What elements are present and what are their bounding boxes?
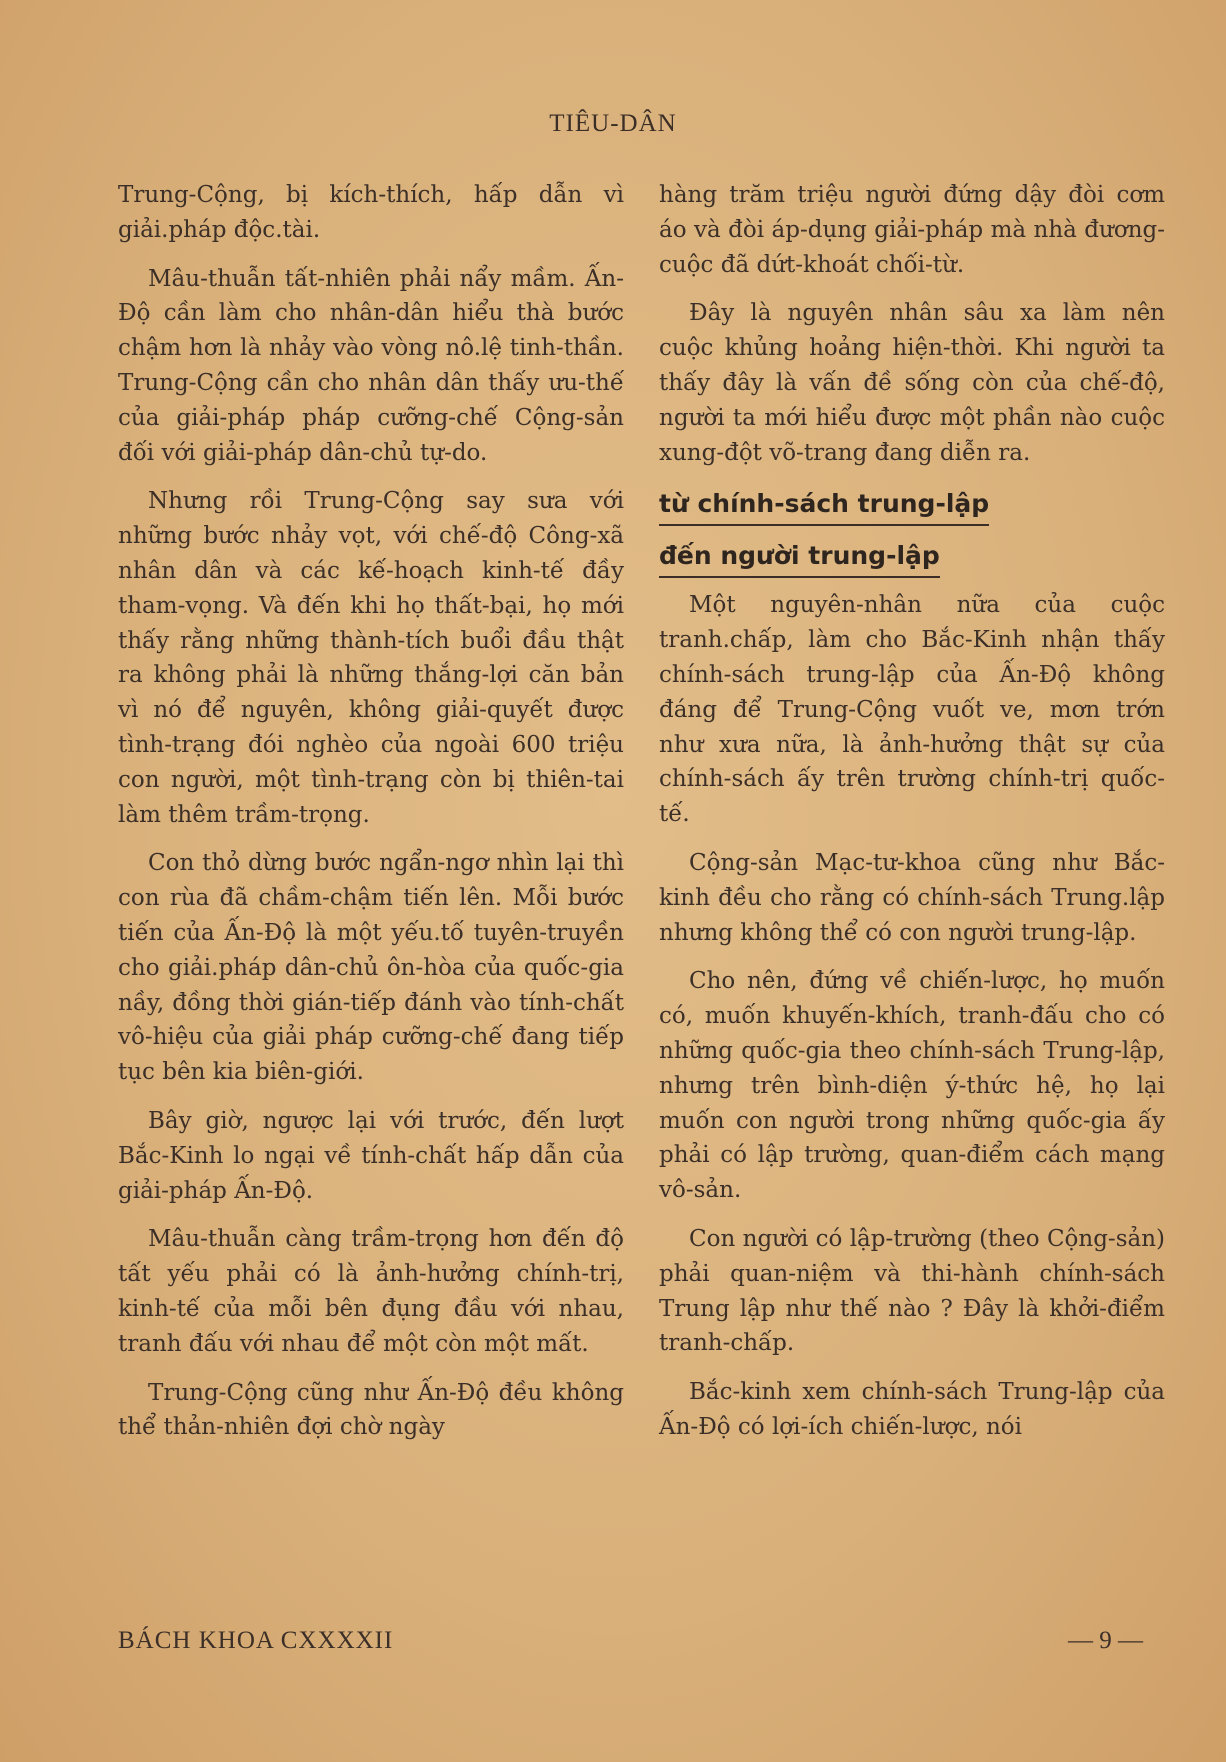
section-heading-line-2: đến người trung-lập (659, 536, 940, 578)
paragraph: Một nguyên-nhân nữa của cuộc tranh.chấp, làm cho Bắc-Kinh nhận thấy chính-sách trung-lập của Ấn-Độ không đáng để Trung-Cộng vuốt ve, mơn trớn như xưa nữa, là ảnh-hưởng thật sự của chính-sách ấy trên trường chính-trị quốc-tế. (659, 592, 1165, 828)
page-number: — 9 — (1068, 1627, 1143, 1654)
paragraph: Con thỏ dừng bước ngẩn-ngơ nhìn lại thì con rùa đã chầm-chậm tiến lên. Mỗi bước tiến của Ấn-Độ là một yếu.tố tuyên-truyền cho giải.pháp dân-chủ ôn-hòa của quốc-gia nầy, đồng thời gián-tiếp đánh vào tính-chất vô-hiệu của giải pháp cưỡng-chế đang tiếp tục bên kia biên-giới. (118, 850, 624, 1086)
section-heading (659, 484, 1165, 578)
paragraph: Trung-Cộng, bị kích-thích, hấp dẫn vì giải.pháp độc.tài. (118, 182, 624, 243)
paragraph: Nhưng rồi Trung-Cộng say sưa với những bước nhảy vọt, với chế-độ Công-xã nhân dân và các kế-hoạch kinh-tế đầy tham-vọng. Và đến khi họ thất-bại, họ mới thấy rằng những thành-tích buổi đầu thật ra không phải là những thắng-lợi căn bản vì nó để nguyên, không giải-quyết được tình-trạng đói nghèo của ngoài 600 triệu con người, một tình-trạng còn bị thiên-tai làm thêm trầm-trọng. (118, 488, 624, 828)
paragraph: Bắc-kinh xem chính-sách Trung-lập của Ấn-Độ có lợi-ích chiến-lược, nói (659, 1379, 1165, 1440)
section-heading-line-1: từ chính-sách trung-lập (659, 484, 989, 526)
paragraph: Cho nên, đứng về chiến-lược, họ muốn có, muốn khuyến-khích, tranh-đấu cho có những quốc-gia theo chính-sách Trung-lập, nhưng trên bình-diện ý-thức hệ, họ lại muốn con người trong những quốc-gia ấy phải có lập trường, quan-điểm cách mạng vô-sản. (659, 968, 1165, 1204)
paragraph: Trung-Cộng cũng như Ấn-Độ đều không thể thản-nhiên đợi chờ ngày (118, 1379, 624, 1441)
paragraph: Con người có lập-trường (theo Cộng-sản) phải quan-niệm và thi-hành chính-sách Trung lập như thế nào ? Đây là khởi-điểm tranh-chấp. (659, 1225, 1165, 1357)
paragraph: Đây là nguyên nhân sâu xa làm nên cuộc khủng hoảng hiện-thời. Khi người ta thấy đây là vấn đề sống còn của chế-độ, người ta mới hiểu được một phần nào cuộc xung-đột võ-trang đang diễn ra. (659, 300, 1165, 466)
paragraph: Mâu-thuẫn càng trầm-trọng hơn đến độ tất yếu phải có là ảnh-hưởng chính-trị, kinh-tế của mỗi bên đụng đầu với nhau, tranh đấu với nhau để một còn một mất. (118, 1226, 624, 1357)
paragraph: Bây giờ, ngược lại với trước, đến lượt Bắc-Kinh lo ngại về tính-chất hấp dẫn của giải-pháp Ấn-Độ. (118, 1107, 624, 1204)
right-column (659, 178, 1165, 1459)
paragraph: hàng trăm triệu người đứng dậy đòi cơm áo và đòi áp-dụng giải-pháp mà nhà đương-cuộc đã dứt-khoát chối-từ. (659, 182, 1165, 278)
paragraph: Mâu-thuẫn tất-nhiên phải nẩy mầm. Ấn-Độ cần làm cho nhân-dân hiểu thà bước chậm hơn là nhảy vào vòng nô.lệ tinh-thần. Trung-Cộng cần cho nhân dân thấy ưu-thế của giải-pháp pháp cưỡng-chế Cộng-sản đối với giải-pháp dân-chủ tự-do. (118, 265, 624, 466)
publication-footer: BÁCH KHOA CXXXXII (118, 1627, 394, 1654)
running-header: TIÊU-DÂN (549, 110, 677, 137)
paragraph: Cộng-sản Mạc-tư-khoa cũng như Bắc-kinh đều cho rằng có chính-sách Trung.lập nhưng không thể có con người trung-lập. (659, 849, 1165, 946)
left-column (118, 178, 624, 1459)
